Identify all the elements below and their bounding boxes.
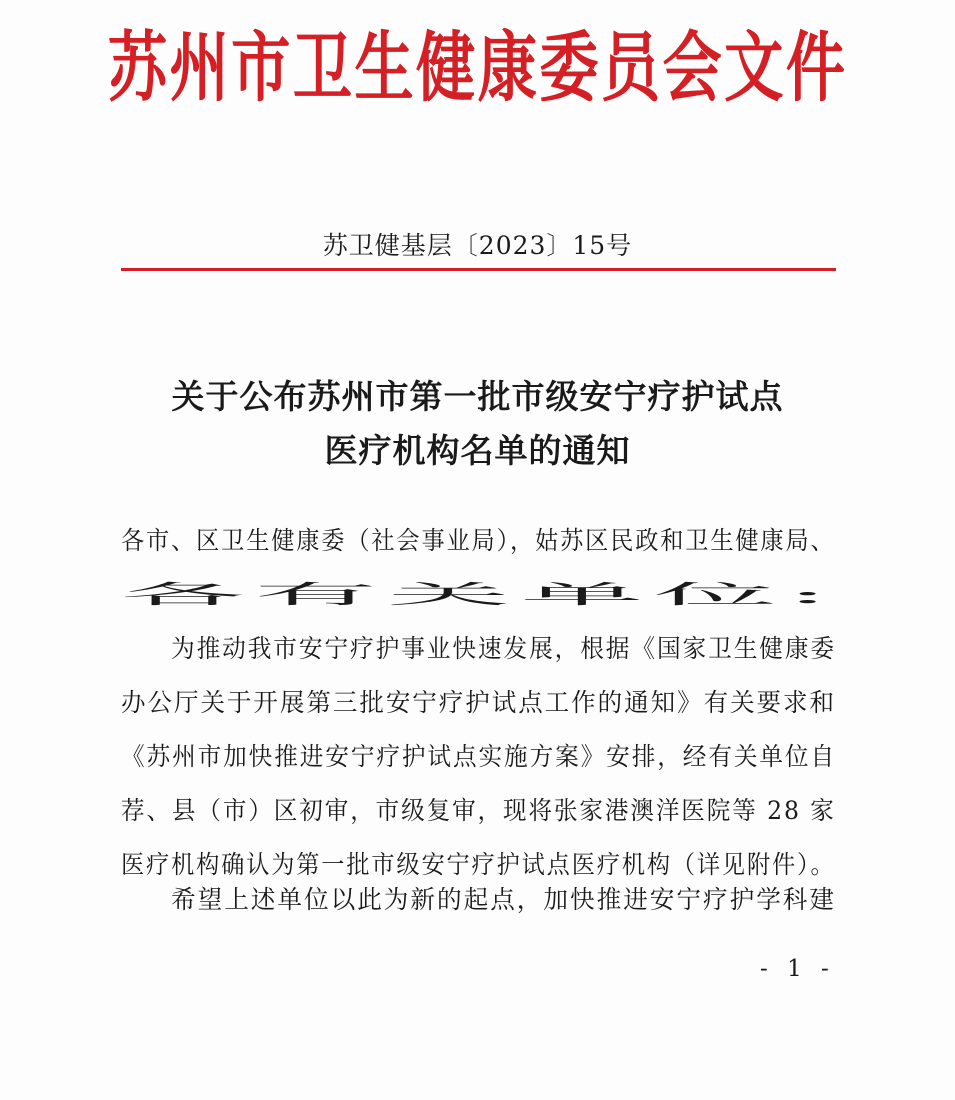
body-line: 为推动我市安宁疗护事业快速发展，根据《国家卫生健康委 <box>171 634 837 663</box>
body-line: 办公厅关于开展第三批安宁疗护试点工作的通知》有关要求和 <box>121 688 837 717</box>
page-number: - 1 - <box>760 956 835 982</box>
body-line: 医疗机构确认为第一批市级安宁疗护试点医疗机构（详见附件）。 <box>121 850 836 879</box>
notice-title-line-1: 关于公布苏州市第一批市级安宁疗护试点 <box>171 377 784 416</box>
notice-title-line-2: 医疗机构名单的通知 <box>324 431 631 470</box>
body-line: 希望上述单位以此为新的起点，加快推进安宁疗护学科建 <box>171 885 837 914</box>
body-line: 荐、县（市）区初审，市级复审，现将张家港澳洋医院等 28 家 <box>121 796 836 825</box>
red-divider-rule <box>121 268 836 271</box>
body-line: 各有关单位: <box>121 580 839 609</box>
body-line: 《苏州市加快推进安宁疗护试点实施方案》安排，经有关单位自 <box>121 742 837 771</box>
document-number: 苏卫健基层〔2023〕15号 <box>322 231 633 260</box>
body-line: 各市、区卫生健康委（社会事业局），姑苏区民政和卫生健康局、 <box>121 526 836 555</box>
masthead-title: 苏州市卫生健康委员会文件 <box>107 23 848 112</box>
